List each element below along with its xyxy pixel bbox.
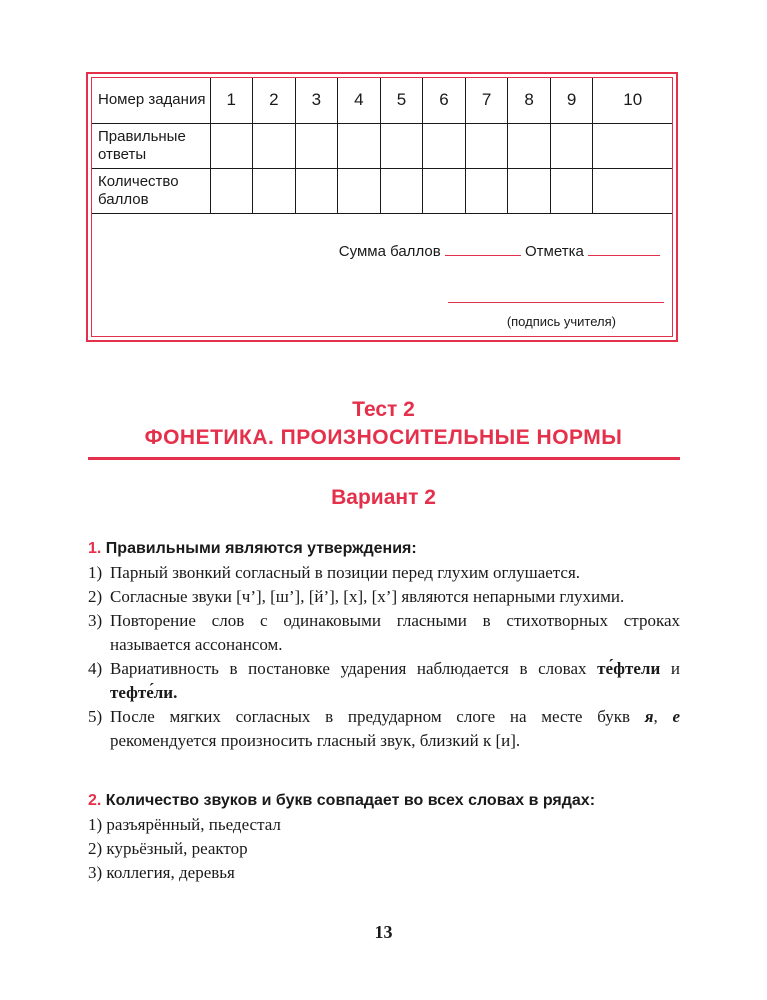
points-cell[interactable] [423,168,466,213]
task-number-cell: 6 [423,78,466,123]
item-number: 4) [88,659,103,678]
letter-ya: я [644,707,654,726]
list-item [88,609,680,657]
signature-label: (подпись учителя) [506,314,616,329]
table-row-task-number [92,78,672,123]
item-text: Вариативность в постановке ударения наблюдается в словах [110,659,587,678]
row-label: Номер задания [92,78,210,123]
item-number: 2) [88,839,103,858]
question-1 [88,537,680,753]
item-comma: , [653,707,658,726]
item-text: курьёзный, реактор [106,839,248,858]
item-conjunction: и [670,659,680,678]
task-number-cell: 4 [338,78,381,123]
list-item [88,561,680,585]
list-item [88,813,680,837]
question-1-heading [88,537,680,561]
answer-cell[interactable] [253,123,296,168]
test-number: Тест 2 [352,398,415,421]
points-cell[interactable] [253,168,296,213]
points-cell[interactable] [465,168,508,213]
item-number: 3) [88,611,103,630]
page-number: 13 [374,922,393,942]
sum-row [339,243,660,260]
item-number: 1) [88,563,103,582]
question-title: Количество звуков и букв совпадает во всех словах в рядах: [105,792,596,809]
list-item [88,705,680,753]
row-label: Правильные ответы [92,123,210,168]
item-number: 1) [88,815,103,834]
item-number: 3) [88,863,103,882]
answer-cell[interactable] [210,123,253,168]
question-title: Правильными являются утверждения: [105,540,417,557]
mark-blank[interactable] [588,255,660,256]
score-frame [86,72,678,342]
table-row-correct-answers [92,123,672,168]
item-text: Повторение слов с одинаковыми гласными в стихотворных строках называется ассонансом. [110,611,680,654]
answer-cell[interactable] [550,123,593,168]
item-text-after: рекомендуется произносить гласный звук, близкий к [и]. [110,731,521,750]
score-frame-inner [91,77,673,337]
variant-title: Вариант 2 [331,486,436,509]
score-table [92,78,672,214]
title-divider [88,457,680,460]
item-number: 5) [88,707,103,726]
list-item [88,861,680,885]
item-text: коллегия, деревья [106,863,235,882]
answer-cell[interactable] [338,123,381,168]
list-item [88,837,680,861]
test-title: ФОНЕТИКА. ПРОИЗНОСИТЕЛЬНЫЕ НОРМЫ [144,426,623,449]
word-tefteli-2: тефте́ли [110,683,174,702]
task-number-cell: 3 [295,78,338,123]
sum-label: Сумма баллов [338,243,441,260]
task-number-cell: 9 [550,78,593,123]
item-text: Парный звонкий согласный в позиции перед глухим оглушается. [110,563,581,582]
list-item [88,657,680,705]
item-period: . [173,683,178,702]
question-number: 2. [88,792,102,809]
table-row-points [92,168,672,213]
answer-cell[interactable] [380,123,423,168]
item-number: 2) [88,587,103,606]
item-text: Согласные звуки [ч’], [ш’], [й’], [х], [х’] являются непарными глухими. [110,587,625,606]
task-number-cell: 5 [380,78,423,123]
answer-cell[interactable] [465,123,508,168]
word-tefteli-1: те́фтели [597,659,661,678]
list-item [88,585,680,609]
task-number-cell: 7 [465,78,508,123]
item-text: разъярённый, пьедестал [106,815,281,834]
task-number-cell: 1 [210,78,253,123]
points-cell[interactable] [338,168,381,213]
points-cell[interactable] [508,168,551,213]
points-cell[interactable] [210,168,253,213]
points-cell[interactable] [295,168,338,213]
question-2-heading [88,789,680,813]
letter-e: е [672,707,681,726]
item-text: После мягких согласных в предударном слоге на месте букв [110,707,630,726]
answer-cell[interactable] [508,123,551,168]
task-number-cell: 8 [508,78,551,123]
question-2 [88,789,680,885]
answer-cell[interactable] [295,123,338,168]
answer-cell[interactable] [423,123,466,168]
sum-blank[interactable] [445,255,521,256]
question-number: 1. [88,540,102,557]
signature-line[interactable] [448,302,664,303]
row-label: Количество баллов [92,168,210,213]
mark-label: Отметка [525,243,584,260]
answer-cell[interactable] [593,123,672,168]
points-cell[interactable] [593,168,672,213]
task-number-cell: 10 [593,78,672,123]
task-number-cell: 2 [253,78,296,123]
points-cell[interactable] [550,168,593,213]
points-cell[interactable] [380,168,423,213]
